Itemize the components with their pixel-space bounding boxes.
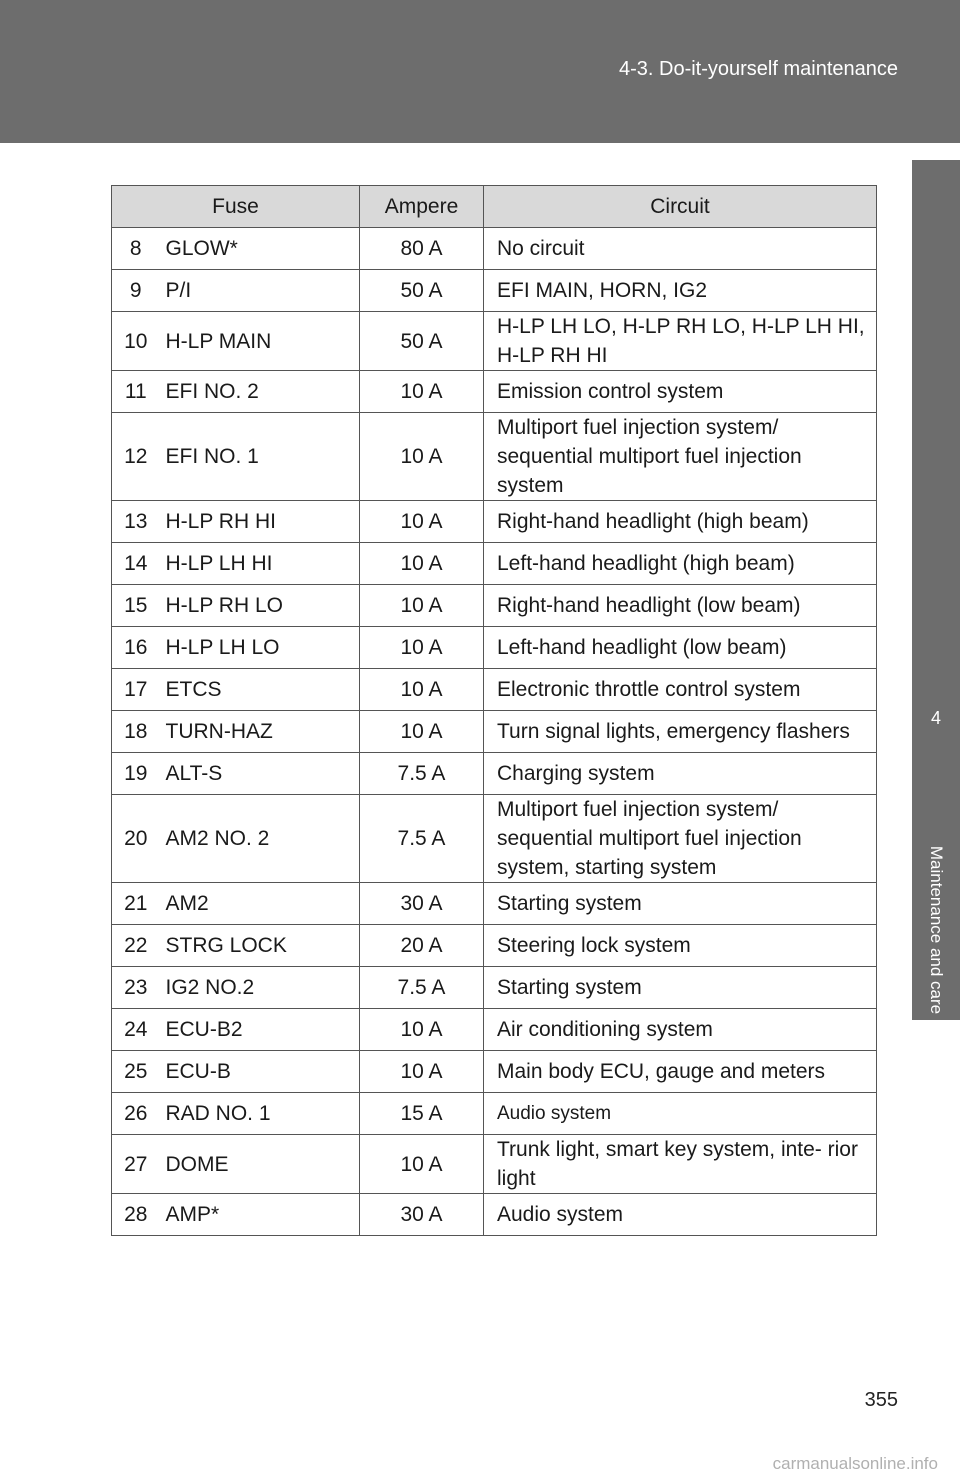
header-circuit: Circuit xyxy=(484,186,877,228)
table-row xyxy=(112,627,877,669)
fuse-circuit: Electronic throttle control system xyxy=(484,669,877,711)
fuse-circuit: Audio system xyxy=(484,1093,877,1135)
fuse-name: ALT-S xyxy=(160,753,360,795)
table-row xyxy=(112,1051,877,1093)
fuse-circuit: Charging system xyxy=(484,753,877,795)
fuse-number: 17 xyxy=(112,669,160,711)
table-row xyxy=(112,228,877,270)
chapter-label: Maintenance and care xyxy=(927,845,946,1015)
fuse-number: 11 xyxy=(112,371,160,413)
section-title: 4-3. Do-it-yourself maintenance xyxy=(618,58,898,80)
fuse-number: 28 xyxy=(112,1194,160,1236)
fuse-ampere: 10 A xyxy=(360,1009,484,1051)
fuse-name: EFI NO. 1 xyxy=(160,413,360,501)
fuse-circuit: Left-hand headlight (low beam) xyxy=(484,627,877,669)
fuse-number: 19 xyxy=(112,753,160,795)
fuse-number: 23 xyxy=(112,967,160,1009)
table-row xyxy=(112,1093,877,1135)
fuse-circuit: Turn signal lights, emergency flashers xyxy=(484,711,877,753)
fuse-circuit: Right-hand headlight (high beam) xyxy=(484,501,877,543)
fuse-number: 22 xyxy=(112,925,160,967)
fuse-number: 24 xyxy=(112,1009,160,1051)
fuse-number: 25 xyxy=(112,1051,160,1093)
fuse-number: 26 xyxy=(112,1093,160,1135)
fuse-name: EFI NO. 2 xyxy=(160,371,360,413)
table-row xyxy=(112,413,877,501)
fuse-name: H-LP MAIN xyxy=(160,312,360,371)
fuse-circuit: H-LP LH LO, H-LP RH LO, H-LP LH HI, H-LP RH HI xyxy=(484,312,877,371)
fuse-name: AM2 NO. 2 xyxy=(160,795,360,883)
fuse-ampere: 10 A xyxy=(360,371,484,413)
fuse-circuit: Starting system xyxy=(484,883,877,925)
fuse-circuit: Multiport fuel injection system/ sequential multiport fuel injection system xyxy=(484,413,877,501)
table-row xyxy=(112,711,877,753)
table-row xyxy=(112,1194,877,1236)
fuse-circuit: Steering lock system xyxy=(484,925,877,967)
table-row xyxy=(112,585,877,627)
fuse-name: TURN-HAZ xyxy=(160,711,360,753)
fuse-number: 27 xyxy=(112,1135,160,1194)
fuse-ampere: 30 A xyxy=(360,883,484,925)
table-row xyxy=(112,312,877,371)
fuse-circuit: No circuit xyxy=(484,228,877,270)
fuse-name: H-LP RH LO xyxy=(160,585,360,627)
fuse-name: STRG LOCK xyxy=(160,925,360,967)
fuse-number: 15 xyxy=(112,585,160,627)
table-row xyxy=(112,967,877,1009)
fuse-table xyxy=(111,185,877,1236)
fuse-name: GLOW* xyxy=(160,228,360,270)
fuse-number: 18 xyxy=(112,711,160,753)
fuse-circuit: Main body ECU, gauge and meters xyxy=(484,1051,877,1093)
header-fuse: Fuse xyxy=(112,186,360,228)
fuse-name: DOME xyxy=(160,1135,360,1194)
fuse-ampere: 30 A xyxy=(360,1194,484,1236)
fuse-ampere: 7.5 A xyxy=(360,967,484,1009)
table-body xyxy=(112,228,877,1236)
fuse-number: 16 xyxy=(112,627,160,669)
page-number: 355 xyxy=(864,1389,898,1411)
table-row xyxy=(112,795,877,883)
fuse-name: IG2 NO.2 xyxy=(160,967,360,1009)
fuse-ampere: 10 A xyxy=(360,501,484,543)
fuse-name: ECU-B2 xyxy=(160,1009,360,1051)
fuse-number: 8 xyxy=(112,228,160,270)
fuse-ampere: 20 A xyxy=(360,925,484,967)
fuse-circuit: Multiport fuel injection system/ sequential multiport fuel injection system, starting system xyxy=(484,795,877,883)
fuse-ampere: 10 A xyxy=(360,1051,484,1093)
fuse-circuit: Starting system xyxy=(484,967,877,1009)
fuse-ampere: 10 A xyxy=(360,711,484,753)
fuse-number: 13 xyxy=(112,501,160,543)
table-row xyxy=(112,270,877,312)
fuse-name: ECU-B xyxy=(160,1051,360,1093)
fuse-number: 9 xyxy=(112,270,160,312)
table-row xyxy=(112,1009,877,1051)
table-header-row xyxy=(112,186,877,228)
fuse-name: AMP* xyxy=(160,1194,360,1236)
fuse-circuit: Emission control system xyxy=(484,371,877,413)
fuse-ampere: 15 A xyxy=(360,1093,484,1135)
fuse-name: P/I xyxy=(160,270,360,312)
fuse-circuit: Right-hand headlight (low beam) xyxy=(484,585,877,627)
side-tab-strip xyxy=(912,160,960,690)
fuse-circuit: EFI MAIN, HORN, IG2 xyxy=(484,270,877,312)
fuse-number: 10 xyxy=(112,312,160,371)
fuse-circuit: Left-hand headlight (high beam) xyxy=(484,543,877,585)
table-row xyxy=(112,753,877,795)
fuse-number: 20 xyxy=(112,795,160,883)
fuse-ampere: 80 A xyxy=(360,228,484,270)
fuse-ampere: 10 A xyxy=(360,1135,484,1194)
header-ampere: Ampere xyxy=(360,186,484,228)
fuse-number: 21 xyxy=(112,883,160,925)
page-header xyxy=(0,0,960,143)
fuse-number: 14 xyxy=(112,543,160,585)
fuse-ampere: 10 A xyxy=(360,543,484,585)
fuse-circuit: Trunk light, smart key system, inte- rior light xyxy=(484,1135,877,1194)
fuse-ampere: 10 A xyxy=(360,669,484,711)
watermark: carmanualsonline.info xyxy=(772,1454,938,1473)
chapter-number: 4 xyxy=(930,708,941,728)
table-row xyxy=(112,925,877,967)
table-row xyxy=(112,501,877,543)
fuse-ampere: 10 A xyxy=(360,585,484,627)
fuse-name: H-LP LH HI xyxy=(160,543,360,585)
fuse-ampere: 7.5 A xyxy=(360,753,484,795)
fuse-ampere: 7.5 A xyxy=(360,795,484,883)
fuse-ampere: 10 A xyxy=(360,627,484,669)
table-row xyxy=(112,1135,877,1194)
fuse-circuit: Audio system xyxy=(484,1194,877,1236)
fuse-name: ETCS xyxy=(160,669,360,711)
fuse-name: RAD NO. 1 xyxy=(160,1093,360,1135)
fuse-circuit: Air conditioning system xyxy=(484,1009,877,1051)
fuse-ampere: 50 A xyxy=(360,270,484,312)
table-row xyxy=(112,883,877,925)
table-row xyxy=(112,543,877,585)
fuse-ampere: 50 A xyxy=(360,312,484,371)
fuse-ampere: 10 A xyxy=(360,413,484,501)
fuse-name: H-LP RH HI xyxy=(160,501,360,543)
fuse-name: H-LP LH LO xyxy=(160,627,360,669)
fuse-name: AM2 xyxy=(160,883,360,925)
fuse-number: 12 xyxy=(112,413,160,501)
table-row xyxy=(112,669,877,711)
chapter-tab xyxy=(912,690,960,1020)
table-row xyxy=(112,371,877,413)
